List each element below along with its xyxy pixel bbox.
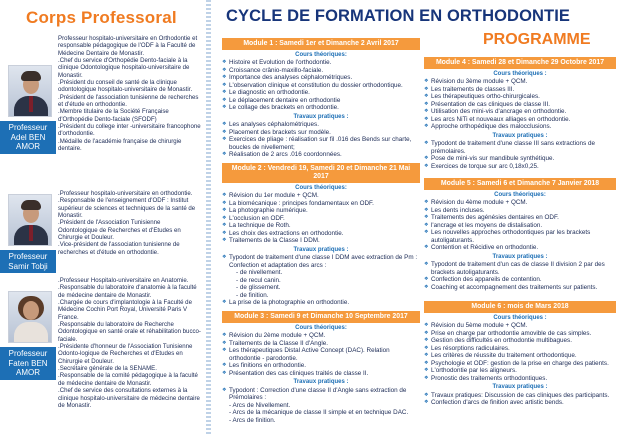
list-item: ❖ Les critères de réussite du traitement orthodontique.	[424, 352, 616, 360]
list-item: ❖ Révision du 2ème module + QCM.	[222, 332, 420, 340]
bio-line: .Président du conseil de santé de la clinique odontologique hospitalo-universitaire de Monastir.	[58, 79, 193, 94]
bio-line: .Responsable du laboratoire d'anatomie à la faculté de médecine dentaire de Monastir.	[58, 284, 197, 299]
list-item: ❖ Présentation de cas cliniques de classe III.	[424, 101, 616, 109]
list-item: ❖ Révision du 1er module + QCM.	[222, 192, 420, 200]
list-item: ❖ Traitements de la Classe I DDM.	[222, 237, 420, 245]
module-3	[222, 311, 420, 424]
list-item: Confection et adaptation des arcs :	[229, 261, 327, 269]
module-1	[222, 38, 420, 159]
list-item: ❖ Prise en charge par orthodontie amovible de cas simples.	[424, 330, 616, 338]
module-5	[424, 178, 616, 291]
list-item: ❖ Les traitements de classes III.	[424, 86, 616, 94]
professor-photo	[8, 194, 52, 246]
professor-name: Professeur Samir Tobji	[0, 250, 56, 273]
bio-line: .Président du college inter -universitaire francophone d'orthodontie.	[58, 123, 201, 138]
list-item: ❖ La technique de Roth.	[222, 222, 420, 230]
bio-line: .Professeur hospitalo-universitaire en orthodontie.	[58, 190, 193, 197]
faculty-title: Corps Professoral	[26, 8, 177, 27]
list-item: - de finition.	[236, 291, 269, 299]
block-label: Travaux pratiques :	[293, 113, 349, 120]
list-item: ❖ Pose de mini-vis sur mandibule synthétique.	[424, 155, 616, 163]
list-item: ❖ La biomécanique : principes fondamentaux en ODF.	[222, 200, 420, 208]
list-item: ❖ l'ancrage et les moyens de distalisation.	[424, 222, 616, 230]
bio-line: .Présidente d'honneur de l'Association Tunisienne Odonto-logique de Recherches et d'Etudes en Chirurgie et Douleur.	[58, 343, 193, 365]
block-label: Travaux pratiques :	[293, 246, 349, 253]
list-item: ❖ Révision du 4ème module + QCM.	[424, 199, 616, 207]
list-item: ❖ Révision du 5ème module + QCM.	[424, 322, 616, 330]
list-item: ❖ L'observation clinique et constitution du dossier orthodontique.	[222, 82, 420, 90]
bio-line: .Président de l'association tunisienne de recherches et d'étude en orthodontie.	[58, 93, 199, 109]
list-item: - de glissement.	[236, 284, 281, 292]
list-item: ❖ Les thérapeutiques ortho-chirurgicales.	[424, 93, 616, 101]
professor-bio	[58, 190, 201, 256]
module-2	[222, 163, 420, 307]
bio-line: .Vice-président de l'association tunisienne de recherches et d'étude en orthodontie.	[58, 241, 180, 256]
list-item: ❖ Traitements des agénésies dentaires en ODF.	[424, 214, 616, 222]
bio-line: .Responsable de la comité pédagogique à la faculté de médecine dentaire de Monastir.	[58, 372, 198, 387]
list-item: ❖ Traitements de la Classe II d'Angle.	[222, 340, 420, 348]
list-item: ❖ Les nouvelles approches orthodontiques par les brackets autoligaturants.	[424, 229, 616, 244]
bio-line: .Chef de service des consultations externes à la clinique hospitalo-universitaire de médecine dentaire de Monastir.	[58, 387, 200, 409]
list-item: ❖ Gestion des difficultés en orthodontie multibagues.	[424, 337, 616, 345]
bio-line: .Responsable de l'enseignement d'ODF : Institut supérieur de sciences et techniques de la santé de Monastir.	[58, 197, 196, 220]
module-heading: Module 2 : Vendredi 19, Samedi 20 et Dimanche 21 Mai 2017	[222, 163, 420, 183]
block-label: Travaux pratiques :	[293, 379, 349, 386]
block-label: Travaux pratiques :	[492, 384, 548, 391]
module-heading: Module 5 : Samedi 6 et Dimanche 7 Janvier 2018	[424, 178, 616, 190]
faculty-panel	[0, 0, 205, 435]
professor-name: Professeur Faten BEN AMOR	[0, 347, 56, 380]
professor-bio	[58, 277, 201, 409]
bio-line: .Chef du service d'Orthopédie Dento-faciale à la clinique Odontologique hospitalo-universitaire de Monastir.	[58, 57, 190, 79]
list-item: ❖ Approche orthopédique des malocclusions.	[424, 123, 616, 131]
list-item: ❖ Psychologie et ODF: gestion de la prise en charge des patients.	[424, 360, 616, 368]
list-item: ❖ Les arcs NiTi et nouveaux alliages en orthodontie.	[424, 116, 616, 124]
module-6	[424, 301, 616, 407]
list-item: ❖ Confection des appareils de contention.	[424, 276, 616, 284]
list-item: ❖ Réalisation de 2 arcs .016 coordonnées.	[222, 151, 420, 159]
list-item: ❖ Les choix des extractions en orthodontie.	[222, 230, 420, 238]
block-label: Travaux pratiques :	[492, 253, 548, 260]
list-item: ❖ Travaux pratiques: Discussion de cas cliniques des participants.	[424, 392, 616, 400]
list-item: - de nivellement.	[236, 269, 283, 277]
list-item: ❖ L'orthodontie par les aligneurs.	[424, 367, 616, 375]
list-item: ❖ La photographie numérique.	[222, 207, 420, 215]
list-item: ❖ Le collage des brackets en orthodontie.	[222, 104, 420, 112]
list-item: ❖ Les thérapeutiques Distal Active Concept (DAC). Relation orthodontie - parodontie.	[222, 347, 420, 362]
page-subtitle: PROGRAMME	[483, 31, 591, 48]
list-item: ❖ Confection d'arcs de finition avec artistic bends.	[424, 399, 616, 407]
list-item: ❖ Les finitions en orthodontie.	[222, 362, 420, 370]
list-item: ❖ Présentation des cas cliniques traités de classe II.	[222, 370, 420, 378]
list-item: ❖ Typodont de traitement d'un cas de classe II division 2 par des brackets autoligaturants.	[424, 261, 616, 276]
list-item: ❖ Les résorptions radiculaires.	[424, 345, 616, 353]
block-label: Cours théoriques :	[493, 315, 547, 321]
list-item: ❖ Le diagnostic en orthodontie.	[222, 89, 420, 97]
block-label: Cours théoriques:	[494, 192, 546, 198]
list-item: - Arcs de la mécanique de classe II simple et en technique DAC.	[229, 409, 409, 417]
bio-line: .Médaille de l'académie française de chirurgie dentaire.	[58, 137, 182, 153]
list-item: - Arcs de Nivellement.	[229, 401, 291, 409]
list-item: ❖ Croissance crânio-maxillo-faciale.	[222, 67, 420, 75]
page-title: CYCLE DE FORMATION EN ORTHODONTIE	[226, 7, 570, 25]
list-item: ❖ Placement des brackets sur modèle.	[222, 129, 420, 137]
list-item: ❖ Typodont de traitement d'une classe I DDM avec extraction de Pm :	[222, 254, 420, 262]
list-item: - Arcs de finition.	[229, 416, 276, 424]
professor-bio	[58, 35, 201, 153]
list-item: ❖ Les analyses céphalométriques.	[222, 121, 420, 129]
list-item: ❖ Importance des analyses céphalométriques.	[222, 74, 420, 82]
list-item: ❖ Pronostic des traitements orthodontiques.	[424, 375, 616, 383]
list-item: ❖ Coaching et accompagnement des traitements sur patients.	[424, 284, 616, 292]
block-label: Cours théoriques:	[295, 185, 347, 191]
list-item: - de recul canin.	[236, 276, 281, 284]
list-item: ❖ L'occlusion en ODF.	[222, 215, 420, 223]
list-item: ❖ Exercices de torque sur arc 0,18x0,25.	[424, 163, 616, 171]
professor-name: Professeur Adel BEN AMOR	[0, 121, 56, 154]
list-item: ❖ Le déplacement dentaire en orthodontie	[222, 97, 420, 105]
module-heading: Module 6 : mois de Mars 2018	[424, 301, 616, 313]
list-item: ❖ Révision du 3ème module + QCM.	[424, 78, 616, 86]
list-item: ❖ Contention et Récidive en orthodontie.	[424, 244, 616, 252]
module-heading: Module 1 : Samedi 1er et Dimanche 2 Avril 2017	[222, 38, 420, 50]
bio-line: .Responsable du laboratoire de Recherche Odontologique en santé orale et réhabilitation bucco-faciale.	[58, 321, 201, 343]
bio-line: .Membre titulaire de la Société Française d'Orthopédie Dento-faciale (SFODF)	[58, 108, 169, 123]
block-label: Travaux pratiques :	[492, 132, 548, 139]
block-label: Cours théoriques:	[295, 325, 347, 331]
module-4	[424, 57, 616, 170]
module-heading: Module 3 : Samedi 9 et Dimanche 10 Septembre 2017	[222, 311, 420, 323]
bio-line: Professeur hospitalo-universitaire en Orthodontie et responsable pédagogique de l'ODF à la Faculté de Médecine Dentaire de Monastir.	[58, 35, 198, 57]
bio-line: .Secrétaire générale de la SENAME.	[58, 365, 157, 373]
list-item: ❖ Typodont : Correction d'une classe II d'Angle sans extraction de Prémolaires :	[222, 387, 420, 402]
list-item: ❖ Typodont de traitement d'une classe III sans extractions de prémolaires.	[424, 140, 616, 155]
list-item: ❖ Exercices de pliage : réalisation sur fil .016 des Bends sur charte, boucles de nivellement;	[222, 136, 420, 151]
professor-photo	[8, 65, 52, 117]
bio-line: .Chargée de cours d'implantologie à la Faculté de Médecine Cochin Port Royal, Université Paris V France.	[58, 299, 192, 321]
list-item: ❖ Les dents incluses.	[424, 207, 616, 215]
list-item: ❖ La prise de la photographie en orthodontie.	[222, 299, 420, 307]
module-heading: Module 4 : Samedi 28 et Dimanche 29 Octobre 2017	[424, 57, 616, 69]
fold-divider	[206, 0, 211, 435]
list-item: ❖ Utilisation des mini-vis d'ancrage en orthodontie.	[424, 108, 616, 116]
professor-photo	[8, 291, 52, 343]
bio-line: .Professeur Hospitalo-universitaire en Anatomie.	[58, 277, 189, 284]
block-label: Cours théoriques:	[295, 52, 347, 58]
block-label: Cours théoriques :	[493, 71, 547, 77]
list-item: ❖ Histoire et Evolution de l'orthodontie.	[222, 59, 420, 67]
bio-line: .Président de l'Association Tunisienne Odontologique de Recherches et d'Etudes en Chirurgie et Douleur.	[58, 219, 181, 242]
